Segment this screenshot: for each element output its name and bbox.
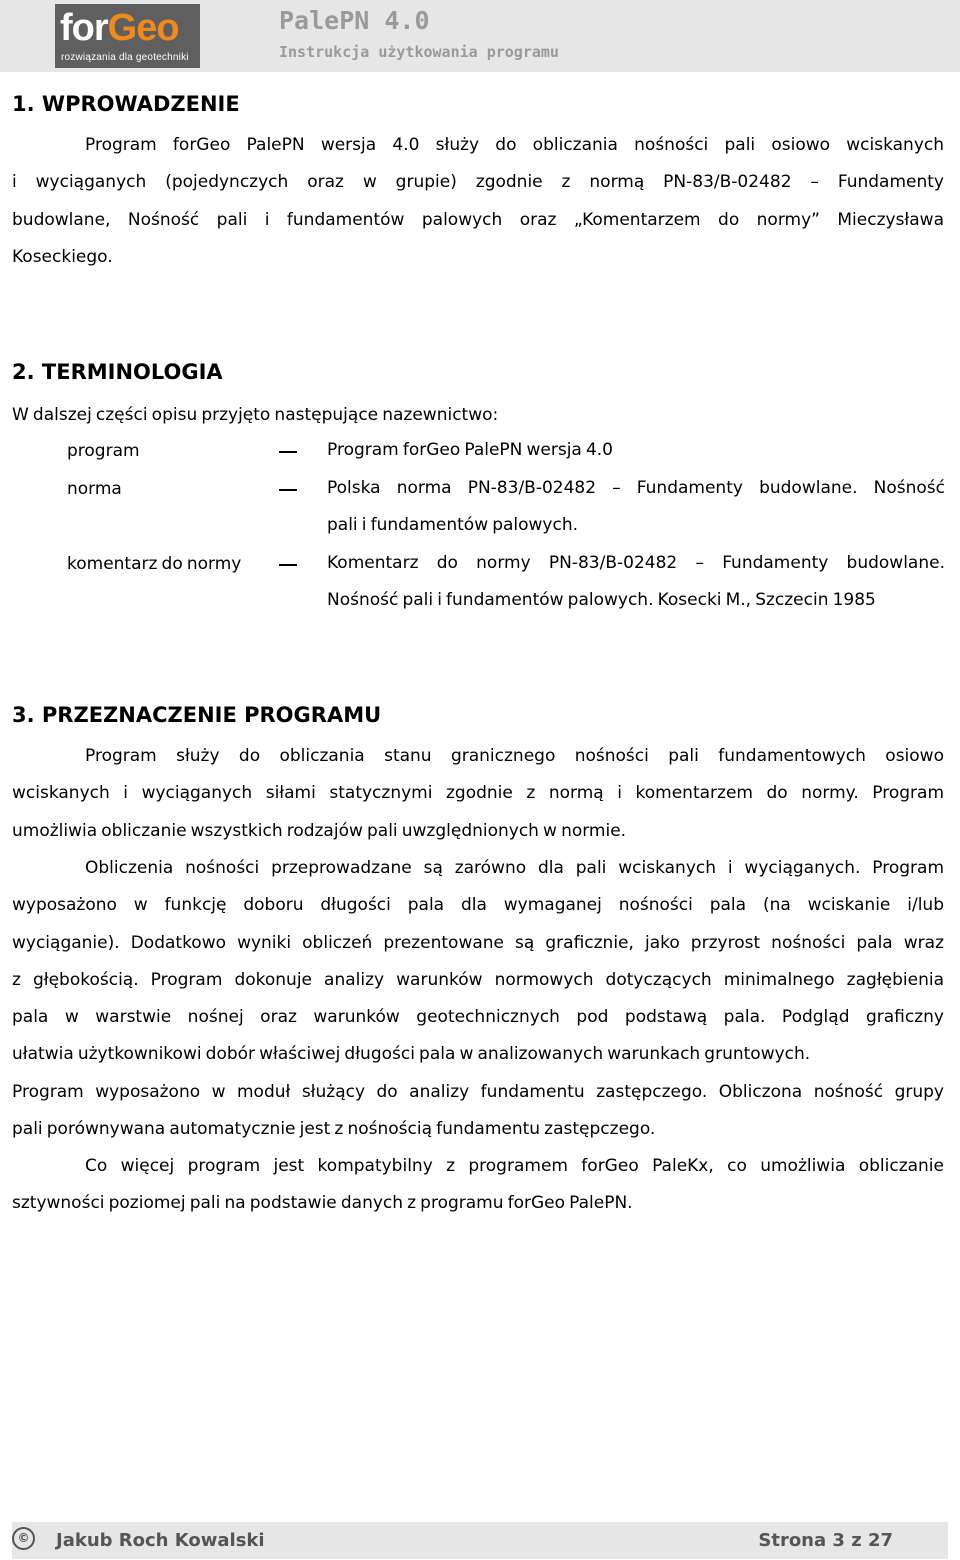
term-definition [327, 432, 945, 469]
term-definition [327, 470, 945, 545]
section-3-line: ułatwia użytkownikowi dobór właściwej długości pala w analizowanych warunkach gruntowych. [12, 1044, 811, 1065]
logo-wordmark: forGeo [60, 7, 179, 49]
section-3-line: z głębokością. Program dokonuje analizy warunków normowych dotyczących minimalnego zagłębienia [12, 969, 944, 990]
section-3-heading: 3. PRZEZNACZENIE PROGRAMU [12, 703, 382, 727]
section-3-paragraph [12, 1148, 944, 1223]
logo-tagline: rozwiązania dla geotechniki [61, 52, 189, 63]
document-subtitle: Instrukcja użytkowania programu [279, 43, 559, 61]
section-3-line: wyciąganie). Dodatkowo wyniki obliczeń prezentowane są graficznie, jako przyrost nośności pala wraz [12, 932, 944, 953]
term-name: norma [67, 479, 122, 499]
section-3-line: Co więcej program jest kompatybilny z programem forGeo PaleKx, co umożliwia obliczanie [85, 1156, 944, 1176]
author-name: Jakub Roch Kowalski [56, 1530, 265, 1551]
section-1-heading: 1. WPROWADZENIE [12, 92, 240, 116]
section-1-line: budowlane, Nośność pali i fundamentów palowych oraz „Komentarzem do normy” Mieczysława [12, 209, 944, 230]
section-3-paragraph [12, 738, 944, 850]
page-header [0, 0, 960, 72]
page-number: Strona 3 z 27 [758, 1530, 893, 1551]
forgeo-logo [55, 4, 200, 68]
term-dash [279, 564, 297, 566]
term-dash [279, 489, 297, 491]
footer-author [17, 1528, 265, 1553]
section-1-paragraph [12, 127, 944, 276]
term-definition-line: Program forGeo PalePN wersja 4.0 [327, 440, 613, 460]
term-name: komentarz do normy [67, 554, 242, 574]
term-definition [327, 545, 945, 620]
copyright-icon: © [12, 1527, 35, 1550]
section-3-line: Obliczenia nośności przeprowadzane są zarówno dla pali wciskanych i wyciąganych. Program [85, 858, 944, 878]
section-3-line: Program służy do obliczania stanu granicznego nośności pali fundamentowych osiowo [85, 746, 944, 766]
term-definition-line: Komentarz do normy PN-83/B-02482 – Fundamenty budowlane. [327, 553, 945, 573]
term-definition-line: Polska norma PN-83/B-02482 – Fundamenty budowlane. Nośność [327, 478, 945, 498]
section-3-line: Program wyposażono w moduł służący do analizy fundamentu zastępczego. Obliczona nośność grupy [12, 1081, 944, 1102]
section-2-heading: 2. TERMINOLOGIA [12, 360, 223, 384]
terminology-intro: W dalszej części opisu przyjęto następujące nazewnictwo: [12, 405, 499, 425]
term-name: program [67, 441, 140, 461]
section-3-line: pala w warstwie nośnej oraz warunków geotechnicznych pod podstawą pala. Podgląd graficzny [12, 1007, 944, 1028]
term-dash [279, 451, 297, 453]
term-definition-line: pali i fundamentów palowych. [327, 515, 579, 536]
section-3-line: pali porównywana automatycznie jest z nośnością fundamentu zastępczego. [12, 1119, 656, 1140]
term-definition-line: Nośność pali i fundamentów palowych. Kosecki M., Szczecin 1985 [327, 590, 876, 611]
document-title: PalePN 4.0 [279, 6, 430, 35]
page-footer [12, 1522, 948, 1559]
section-3-paragraph [12, 850, 944, 1148]
section-3-line: wciskanych i wyciąganych siłami statycznymi zgodnie z normą i komentarzem do normy. Program [12, 783, 944, 804]
section-3-line: wyposażono w funkcję doboru długości pala dla wymaganej nośności pala (na wciskanie i/lub [12, 895, 944, 916]
section-3-line: sztywności poziomej pali na podstawie danych z programu forGeo PalePN. [12, 1193, 633, 1214]
section-1-line: i wyciąganych (pojedynczych oraz w grupie) zgodnie z normą PN-83/B-02482 – Fundamenty [12, 172, 944, 193]
section-1-line: Program forGeo PalePN wersja 4.0 służy do obliczania nośności pali osiowo wciskanych [85, 135, 944, 155]
section-3-line: umożliwia obliczanie wszystkich rodzajów pali uwzględnionych w normie. [12, 820, 627, 841]
section-1-line: Koseckiego. [12, 246, 113, 267]
